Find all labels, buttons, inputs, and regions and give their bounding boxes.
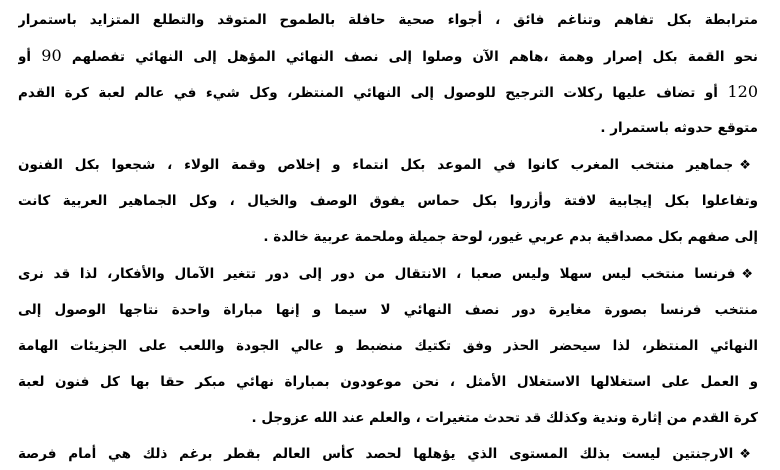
text-line: النهائي المنتظر، لذا سيحضر الحذر وفق تكتيك منضبط و عالي الجودة واللعب على الجزيئات الهامة bbox=[18, 338, 758, 354]
text-line: منتخب فرنسا بصورة مغايرة دور نصف النهائي لا سيما و إنها مباراة واحدة نتاجها الوصول إلى bbox=[18, 302, 758, 318]
text-line: متوقع حدوثه باستمرار . bbox=[600, 120, 758, 136]
paragraph-argentina bbox=[18, 436, 758, 470]
text-line: و العمل على استغلالها الاستغلال الأمثل ، نحن موعودون بمباراة نهائي مبكر حقا بها كل فنون لعبة bbox=[18, 374, 758, 390]
text-line: كرة القدم من إثارة وندية وكذلك قد تحدث متغيرات ، والعلم عند الله عزوجل . bbox=[251, 410, 758, 426]
text-segment: جماهير منتخب المغرب كانوا في الموعد بكل انتماء و إخلاص وقمة الولاء ، شجعوا بكل الفنون bbox=[18, 157, 734, 173]
text-line bbox=[18, 436, 758, 470]
paragraph-france bbox=[18, 256, 758, 436]
text-line: مترابطة بكل تفاهم وتناغم فائق ، أجواء صحية حافلة بالطموح المتوقد والتطلع المتزايد باستمرار bbox=[18, 12, 758, 28]
paragraph-continuation bbox=[18, 2, 758, 146]
paragraph-morocco-fans bbox=[18, 147, 758, 255]
text-segment: أو bbox=[18, 49, 32, 65]
number-value: 120 bbox=[727, 82, 758, 101]
text-line bbox=[18, 38, 758, 74]
bullet-icon: ❖ bbox=[739, 447, 758, 462]
bullet-icon: ❖ bbox=[741, 267, 758, 282]
text-segment: أو تضاف عليها ركلات الترجيح للوصول إلى النهائي المنتظر، وكل شيء في عالم لعبة كرة القدم bbox=[18, 85, 718, 101]
text-line: وتفاعلوا بكل إيجابية لافتة وأزروا بكل حماس يفوق الوصف والخيال ، وكل الجماهير العربية كانت bbox=[18, 193, 758, 209]
bullet-icon: ❖ bbox=[739, 158, 758, 173]
text-line bbox=[18, 74, 758, 110]
text-line bbox=[18, 147, 758, 183]
number-value: 90 bbox=[41, 46, 62, 65]
text-segment: فرنسا منتخب ليس سهلا وليس صعبا ، الانتقال من دور إلى دور تتغير الآمال والأفكار، لذا قد نرى bbox=[18, 266, 736, 282]
text-line bbox=[18, 256, 758, 292]
text-segment: نحو القمة بكل إصرار وهمة ،هاهم الآن وصلوا إلى نصف النهائي المؤهل إلى النهائي تفصلهم bbox=[71, 49, 758, 65]
text-segment: الارجنتين ليست بذلك المستوى الذي يؤهلها لحصد كأس العالم بقطر برغم ذلك هي أمام فرصة bbox=[18, 446, 734, 462]
text-line: إلى صفهم بكل مصداقية بدم عربي غيور، لوحة جميلة وملحمة عربية خالدة . bbox=[263, 229, 758, 245]
